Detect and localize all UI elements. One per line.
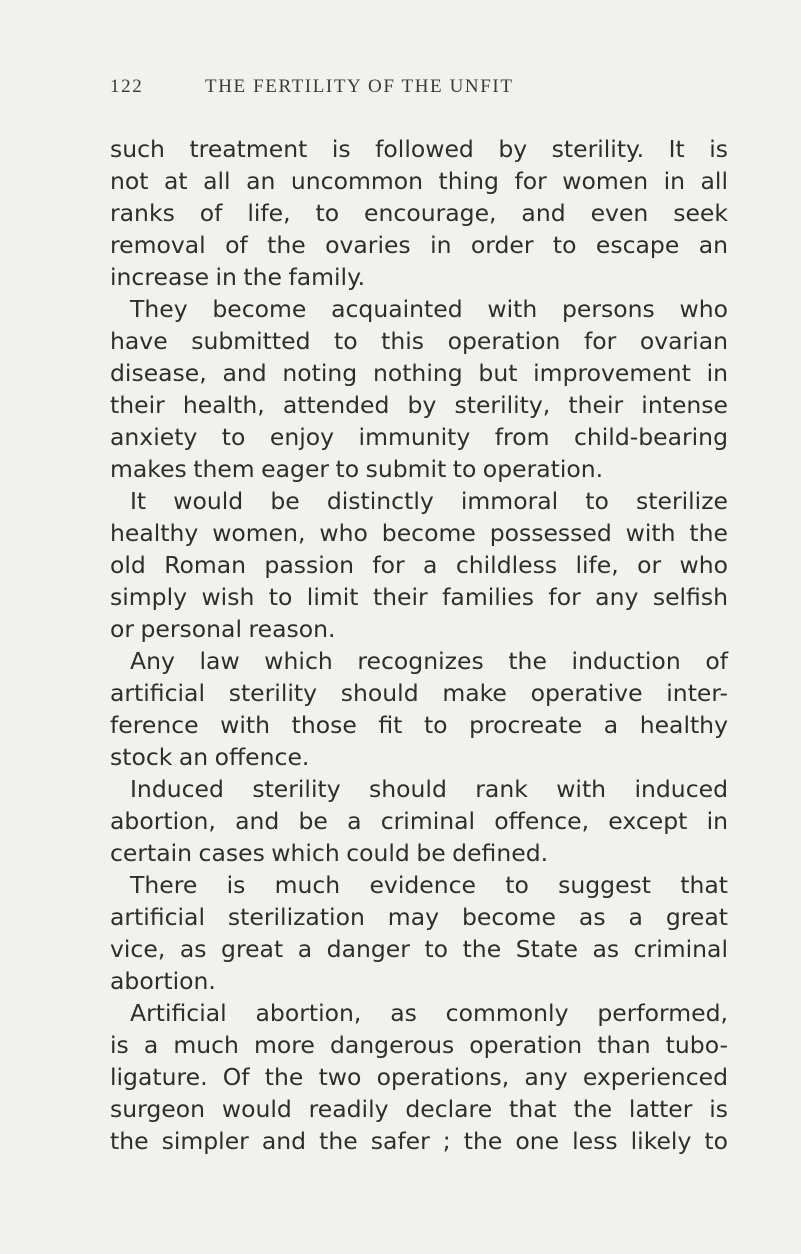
text-line: They become acquainted with persons who bbox=[130, 295, 728, 323]
body-text bbox=[110, 133, 728, 1157]
text-line: have submitted to this operation for ovarian bbox=[110, 327, 728, 355]
paragraph bbox=[110, 133, 728, 293]
text-line: the simpler and the safer ; the one less likely to bbox=[110, 1127, 728, 1155]
text-line: increase in the family. bbox=[110, 263, 366, 291]
text-line: vice, as great a danger to the State as criminal bbox=[110, 935, 728, 963]
text-line: removal of the ovaries in order to escape an bbox=[110, 231, 728, 259]
paragraph bbox=[110, 645, 728, 773]
text-line: disease, and noting nothing but improvement in bbox=[110, 359, 728, 387]
text-line: makes them eager to submit to operation. bbox=[110, 455, 604, 483]
text-line: Any law which recognizes the induction of bbox=[130, 647, 728, 675]
text-line: ranks of life, to encourage, and even seek bbox=[110, 199, 728, 227]
text-line: their health, attended by sterility, their intense bbox=[110, 391, 728, 419]
page-header bbox=[110, 76, 630, 104]
text-line: anxiety to enjoy immunity from child-bearing bbox=[110, 423, 728, 451]
text-line: certain cases which could be defined. bbox=[110, 839, 549, 867]
paragraph bbox=[110, 997, 728, 1157]
text-line: is a much more dangerous operation than tubo- bbox=[110, 1031, 728, 1059]
text-line: ference with those fit to procreate a healthy bbox=[110, 711, 728, 739]
paragraph bbox=[110, 773, 728, 869]
text-line: Artificial abortion, as commonly performed, bbox=[130, 999, 728, 1027]
running-title: THE FERTILITY OF THE UNFIT bbox=[205, 76, 514, 97]
paragraph bbox=[110, 293, 728, 485]
text-line: old Roman passion for a childless life, or who bbox=[110, 551, 728, 579]
text-line: Induced sterility should rank with induced bbox=[130, 775, 728, 803]
text-line: ligature. Of the two operations, any experienced bbox=[110, 1063, 728, 1091]
text-line: not at all an uncommon thing for women in all bbox=[110, 167, 728, 195]
text-line: artificial sterility should make operative inter- bbox=[110, 679, 728, 707]
page-number: 122 bbox=[110, 76, 144, 97]
text-line: simply wish to limit their families for any selfish bbox=[110, 583, 728, 611]
text-line: healthy women, who become possessed with the bbox=[110, 519, 728, 547]
text-line: artificial sterilization may become as a great bbox=[110, 903, 728, 931]
text-line: such treatment is followed by sterility. It is bbox=[110, 135, 728, 163]
text-line: surgeon would readily declare that the latter is bbox=[110, 1095, 728, 1123]
text-line: There is much evidence to suggest that bbox=[130, 871, 728, 899]
text-line: or personal reason. bbox=[110, 615, 336, 643]
text-line: abortion, and be a criminal offence, except in bbox=[110, 807, 728, 835]
paragraph bbox=[110, 485, 728, 645]
text-line: stock an offence. bbox=[110, 743, 310, 771]
text-line: abortion. bbox=[110, 967, 216, 995]
paragraph bbox=[110, 869, 728, 997]
text-line: It would be distinctly immoral to sterilize bbox=[130, 487, 728, 515]
